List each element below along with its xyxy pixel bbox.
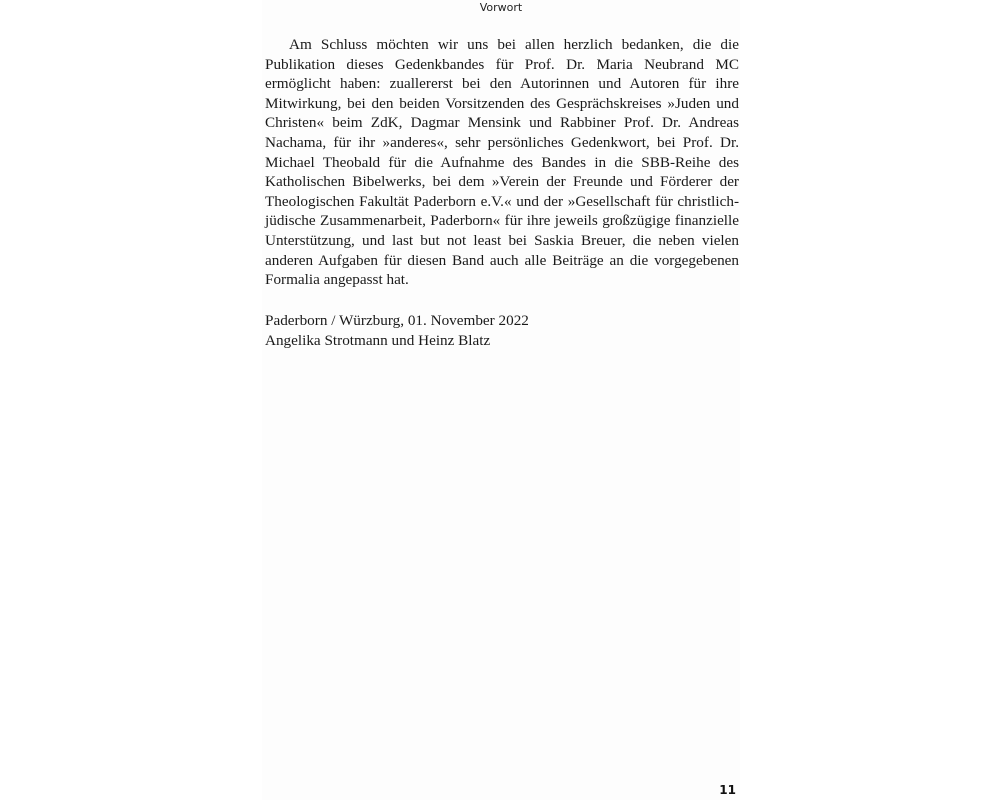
main-text (265, 35, 739, 290)
page-number: 11 (719, 783, 736, 797)
place-date: Paderborn / Würzburg, 01. November 2022 (265, 312, 529, 329)
signoff-block (265, 311, 739, 350)
book-page (262, 0, 740, 800)
acknowledgement-paragraph: Am Schluss möchten wir uns bei allen herzlich bedanken, die die Publikation dieses Gedenkbandes für Prof. Dr. Maria Neubrand MC ermöglicht haben: zuallererst bei den Autorinnen und Autoren für ihre Mitwirkung, bei den beiden Vorsitzenden des Gesprächskreises »Juden und Christen« beim ZdK, Dagmar Mensink und Rabbiner Prof. Dr. Andreas Nachama, für ihr »anderes«, sehr persönliches Gedenkwort, bei Prof. Dr. Michael Theobald für die Aufnahme des Bandes in die SBB-Reihe des Katholischen Bibelwerks, bei dem »Verein der Freunde und Förderer der Theologischen Fakultät Paderborn e.V.« und der »Gesellschaft für christlich-jüdische Zusammenarbeit, Paderborn« für ihre jeweils großzügige finanzielle Unterstützung, und last but not least bei Saskia Breuer, die neben vielen anderen Aufgaben für diesen Band auch alle Beiträge an die vorgegebenen Formalia angepasst hat. (265, 36, 739, 289)
running-head: Vorwort (479, 1, 523, 14)
author-names: Angelika Strotmann und Heinz Blatz (265, 331, 491, 349)
